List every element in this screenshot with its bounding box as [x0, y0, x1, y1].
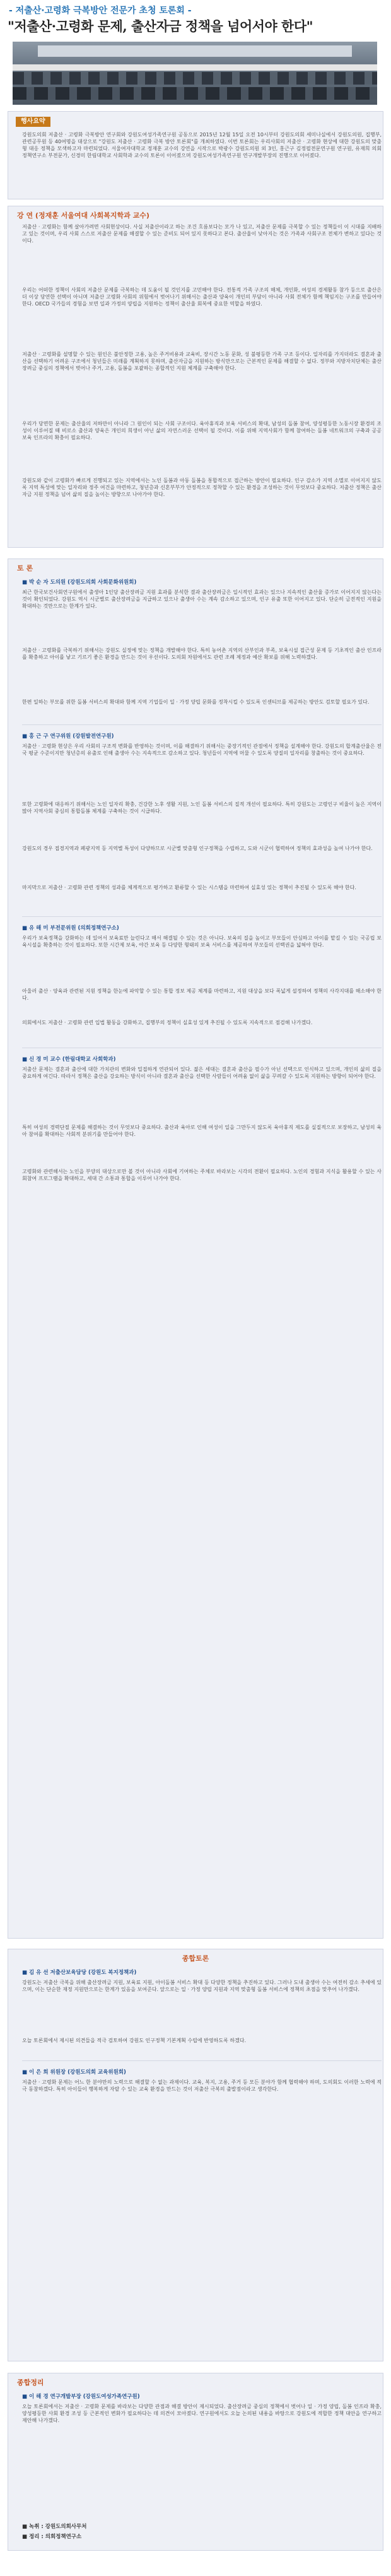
commenter-heading: ■ 이 은 희 위원장 (강원도의회 교육위원회)	[22, 2069, 126, 2076]
discussant-paragraph: 저출산 · 고령화를 극복하기 위해서는 강원도 실정에 맞는 정책을 개발해야 한다. 특히 농어촌 지역의 산부인과 부족, 보육시설 접근성 문제 등 기초적인 출산 인프라를 확충하고 아이를 낳고 기르기 좋은 환경을 만드는 것이 우선이다. 도의회 차원에서도 관련 조례 제정과 예산 확보를 위해 노력하겠다.	[22, 647, 382, 660]
header	[0, 0, 391, 40]
commenter-heading: ■ 이 해 경 연구개발부장 (강원도여성가족연구원)	[22, 2394, 140, 2400]
discussant-paragraph: 저출산 · 고령화 현상은 우리 사회의 구조적 변화를 반영하는 것이며, 이를 해결하기 위해서는 중장기적인 관점에서 정책을 설계해야 한다. 강원도의 합계출산율은 전국 평균 수준이지만 청년층의 유출로 인해 출생아 수는 지속적으로 감소하고 있다. 청년들이 지역에 머물 수 있도록 양질의 일자리를 창출하는 것이 중요하다.	[22, 743, 382, 756]
section-label-discussion: 토 론	[17, 564, 33, 572]
photo-audience-row	[13, 72, 377, 85]
discussion-box	[8, 558, 383, 1939]
discussant-paragraph: 강원도의 경우 접경지역과 폐광지역 등 지역별 특성이 다양하므로 시군별 맞춤형 인구정책을 수립하고, 도와 시군이 협력하여 정책의 효과성을 높여 나가야 한다.	[22, 846, 373, 851]
discussant-paragraph: 저출산 문제는 결혼과 출산에 대한 가치관의 변화와 밀접하게 연관되어 있다. 젊은 세대는 결혼과 출산을 필수가 아닌 선택으로 인식하고 있으며, 개인의 삶의 질을 중요하게 여긴다. 따라서 정책은 출산을 강요하는 방식이 아니라 결혼과 출산을 선택한 사람들이 어려움 없이 삶을 꾸려갈 수 있도록 지원하는 방향이 되어야 한다.	[22, 1066, 382, 1079]
discussant-paragraph: 고령화와 관련해서는 노인을 부양의 대상으로만 볼 것이 아니라 사회에 기여하는 주체로 바라보는 시각의 전환이 필요하다. 노인의 경험과 지식을 활용할 수 있는 사회참여 프로그램을 확대하고, 세대 간 소통과 통합을 이루어 나가야 한다.	[22, 1169, 382, 1181]
commenter-heading: ■ 김 유 선 저출산보육담당 (강원도 복지정책과)	[22, 1970, 137, 1976]
commenter-paragraph: 오늘 토론회에서는 저출산 · 고령화 문제를 바라보는 다양한 관점과 해결 방안이 제시되었다. 출산장려금 중심의 정책에서 벗어나 일 · 가정 양립, 돌봄 인프라 확충, 양성평등한 사회 환경 조성 등 근본적인 변화가 필요하다는 데 의견이 모아졌다. 연구원에서도 오늘 논의된 내용을 바탕으로 강원도에 적합한 정책 대안을 연구하고 제안해 나가겠다.	[22, 2404, 382, 2423]
divider	[22, 724, 382, 725]
discussant-heading: ■ 신 경 미 교수 (한림대학교 사회학과)	[22, 1056, 116, 1063]
footer-organizer: ■ 정리 : 의회정책연구소	[22, 2534, 82, 2540]
photo-desk	[13, 64, 377, 71]
summary-box	[8, 2373, 383, 2551]
overview-text: 강원도의회 저출산 · 고령화 극복방안 연구회와 강원도여성가족연구원 공동으로 2015년 12월 15일 오전 10시부터 강원도의회 세미나실에서 강원도의원, 집행부, 관련공무원 등 40여명을 대상으로 "강원도 저출산 · 고령화 극복 방안 토론회"를 개최하였다. 이번 토론회는 우리사회의 저출산 · 고령화 현상에 대한 강원도의 맞춤형 대응 정책을 모색하고자 마련되었다. 서울여자대학교 정재훈 교수의 강연을 시작으로 박광수 강원도의원 외 3인, 홍근구 김정필전문연구원 연구원, 유재희 의회 정책연구소 부전문가, 신경미 한림대학교 사회학과 교수의 토론이 이어졌으며 강원도여성가족연구원 연구개발부장의 진행으로 이어졌다.	[22, 132, 382, 158]
comments-box	[8, 1949, 383, 2361]
event-photo	[13, 42, 377, 105]
discussant-paragraph: 마지막으로 저출산 · 고령화 관련 정책의 성과를 체계적으로 평가하고 환류할 수 있는 시스템을 마련하여 실효성 있는 정책이 추진될 수 있도록 해야 한다.	[22, 885, 356, 890]
photo-audience-row	[13, 87, 377, 100]
commenter-paragraph: 저출산 · 고령화 문제는 어느 한 분야만의 노력으로 해결할 수 없는 과제이다. 교육, 복지, 고용, 주거 등 모든 분야가 함께 협력해야 하며, 도의회도 이러한 노력에 적극 동참하겠다. 특히 아이들이 행복하게 자랄 수 있는 교육 환경을 만드는 것이 저출산 극복의 출발점이라고 생각한다.	[22, 2079, 382, 2092]
keynote-paragraph: 강원도와 같이 고령화가 빠르게 진행되고 있는 지역에서는 노인 돌봄과 아동 돌봄을 통합적으로 접근하는 방안이 필요하다. 인구 감소가 지역 소멸로 이어지지 않도록 지역 특성에 맞는 일자리와 정주 여건을 마련하고, 청년층과 신혼부부가 안정적으로 정착할 수 있는 환경을 조성하는 것이 무엇보다 중요하다. 저출산 정책은 출산자금 지원 정책을 넘어 삶의 질을 높이는 방향으로 나아가야 한다.	[22, 478, 382, 497]
keynote-box	[8, 206, 383, 548]
overview-box	[8, 111, 383, 199]
discussant-paragraph: 특히 여성의 경력단절 문제를 해결하는 것이 무엇보다 중요하다. 출산과 육아로 인해 여성이 일을 그만두지 않도록 육아휴직 제도를 실질적으로 보장하고, 남성의 육아 참여를 확대하는 사회적 분위기를 만들어야 한다.	[22, 1125, 382, 1137]
discussant-heading: ■ 박 순 자 도의원 (강원도의회 사회문화위원회)	[22, 579, 137, 586]
section-label-overview: 행사요약	[16, 117, 50, 127]
divider	[22, 2060, 382, 2061]
discussant-heading: ■ 유 해 미 부전문위원 (의회정책연구소)	[22, 925, 119, 931]
section-label-summary: 종합정리	[17, 2378, 44, 2387]
discussant-paragraph: 또한 고령화에 대응하기 위해서는 노인 일자리 확충, 건강한 노후 생활 지원, 노인 돌봄 서비스의 질적 개선이 필요하다. 특히 강원도는 고령인구 비율이 높은 지역이 많아 지역사회 중심의 통합돌봄 체계를 구축하는 것이 시급하다.	[22, 801, 382, 814]
photo-banner	[38, 45, 352, 57]
keynote-paragraph: 저출산 · 고령화를 설명할 수 있는 원인은 불안정한 고용, 높은 주거비용과 교육비, 장시간 노동 문화, 성 불평등한 가족 구조 등이다. 일자리를 가지더라도 결혼과 출산을 선택하기 어려운 구조에서 청년들은 미래를 계획하지 못하며, 출산자금을 지원하는 방식만으로는 근본적인 문제를 해결할 수 없다. 정부와 지방자치단체는 출산 장려금 중심의 정책에서 벗어나 주거, 고용, 돌봄을 포괄하는 종합적인 지원 체계를 구축해야 한다.	[22, 352, 382, 371]
discussant-paragraph: 한편 일하는 부모를 위한 돌봄 서비스의 확대와 함께 지역 기업들이 일 · 가정 양립 문화를 정착시킬 수 있도록 인센티브를 제공하는 방안도 검토할 필요가 있다.	[22, 699, 370, 705]
keynote-paragraph: 우리는 어떠한 정책이 사회의 저출산 문제를 극복하는 데 도움이 될 것인지를 고민해야 한다. 전통적 가족 구조의 해체, 개인화, 여성의 경제활동 참가 등으로 출산은 더 이상 당연한 선택이 아니며 저출산 고령화 사회의 위험에서 벗어나기 위해서는 출산과 양육이 개인의 부담이 아니라 사회 전체가 함께 책임지는 구조를 만들어야 한다. OECD 국가들의 경험을 보면 일과 가정의 양립을 지원하는 정책이 출산율 회복에 중요한 역할을 하였다.	[22, 287, 382, 307]
discussant-paragraph: 의회에서도 저출산 · 고령화 관련 입법 활동을 강화하고, 집행부의 정책이 실효성 있게 추진될 수 있도록 지속적으로 점검해 나가겠다.	[22, 1020, 313, 1025]
discussant-paragraph: 최근 한국보건사회연구원에서 출생아 1인당 출산장려금 지원 효과를 분석한 결과 출산장려금은 일시적인 효과는 있으나 지속적인 출산율 증가로 이어지지 않는다는 것이 확인되었다. 강원도 역시 시군별로 출산장려금을 지급하고 있으나 출생아 수는 계속 감소하고 있으며, 인구 유출 또한 이어지고 있다. 단순히 금전적인 지원을 확대하는 것만으로는 한계가 있다.	[22, 589, 382, 609]
keynote-paragraph: 우리가 당면한 문제는 출산율의 저하만이 아니라 그 원인이 되는 사회 구조이다. 육아휴직과 보육 서비스의 확대, 남성의 돌봄 참여, 양성평등한 노동시장 환경의 조성이 이루어질 때 비로소 출산과 양육은 개인의 희생이 아닌 삶의 자연스러운 선택이 될 것이다. 이를 위해 지역사회가 함께 참여하는 돌봄 네트워크의 구축과 공공 보육 인프라의 확충이 필요하다.	[22, 421, 382, 440]
discussant-heading: ■ 홍 근 구 연구위원 (강원발전연구원)	[22, 733, 114, 740]
section-label-comments: 종합토론	[182, 1954, 209, 1963]
commenter-paragraph: 강원도는 저출산 극복을 위해 출산장려금 지원, 보육료 지원, 아이돌봄 서비스 확대 등 다양한 정책을 추진하고 있다. 그러나 도내 출생아 수는 여전히 감소 추세에 있으며, 이는 단순한 재정 지원만으로는 한계가 있음을 보여준다. 앞으로는 일 · 가정 양립 지원과 지역 맞춤형 돌봄 서비스에 정책의 초점을 맞추어 나가겠다.	[22, 1980, 382, 1992]
section-label-keynote: 강 연 (정재훈 서울여대 사회복지학과 교수)	[17, 211, 149, 220]
discussant-paragraph: 우리가 보육정책을 강화하는 데 있어서 보육료만 늘린다고 해서 해결될 수 있는 것은 아니다. 보육의 질을 높이고 부모들이 안심하고 아이를 맡길 수 있는 국공립 보육시설을 확충하는 것이 필요하다. 또한 시간제 보육, 야간 보육 등 다양한 형태의 보육 서비스를 제공하여 부모들의 선택권을 넓혀야 한다.	[22, 935, 382, 948]
commenter-paragraph: 오늘 토론회에서 제시된 의견들을 적극 검토하여 강원도 인구정책 기본계획 수립에 반영하도록 하겠다.	[22, 2038, 247, 2043]
page-subtitle: - 저출산·고령화 극복방안 전문가 초청 토론회 -	[9, 6, 192, 16]
divider	[22, 916, 382, 917]
footer-writer: ■ 녹취 : 강원도의회사무처	[22, 2524, 87, 2530]
page-title: "저출산·고령화 문제, 출산자금 정책을 넘어서야 한다"	[8, 18, 313, 34]
discussant-paragraph: 아울러 출산 · 양육과 관련된 지원 정책을 한눈에 파악할 수 있는 통합 정보 제공 체계를 마련하고, 지원 대상을 보다 폭넓게 설정하여 정책의 사각지대를 해소해야 한다.	[22, 988, 382, 1001]
keynote-paragraph: 저출산 · 고령화는 함께 살아가려면 사회현상이다. 사실 저출산이라고 하는 조건 흐름보다는 모가 나 있고, 저출산 문제를 극복할 수 있는 정책들이 이 시대를 지배하고 있는 것이며, 우리 사회 스스로 저출산 문제를 해결할 수 있는 준비도 되어 있지 못하다고 본다. 출산율이 낮아지는 것은 가족과 사회구조 전체가 변하고 있다는 것이다.	[22, 224, 382, 244]
